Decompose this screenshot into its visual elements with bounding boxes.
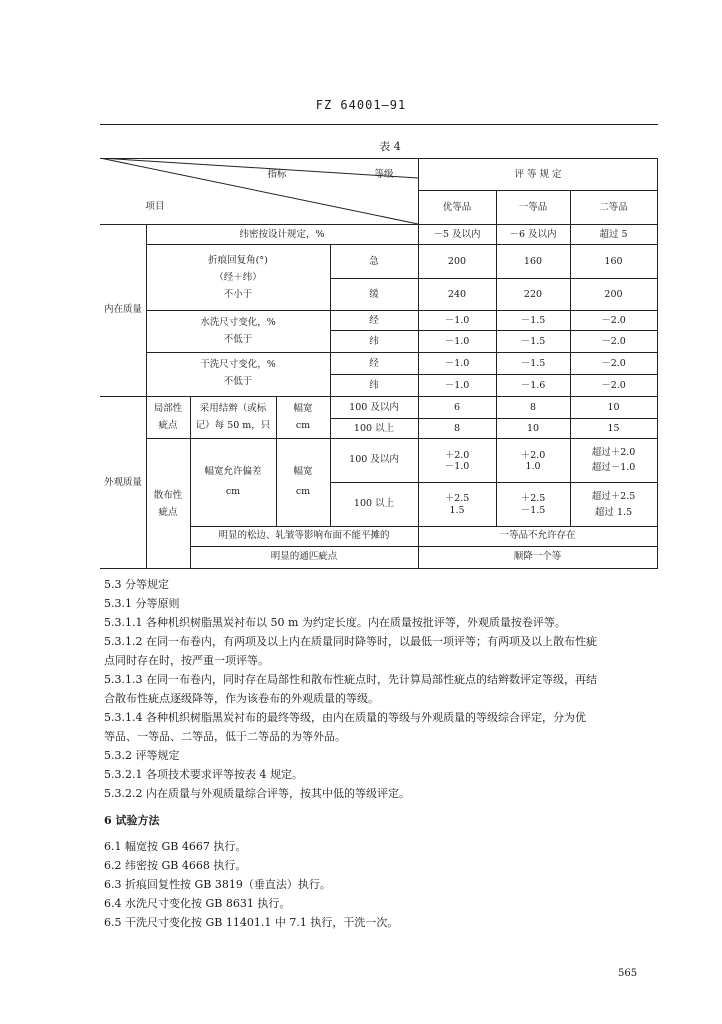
clause-5-3-1-3-line2: 合散布性疵点逐级降等，作为该卷布的外观质量的等级。 (104, 692, 379, 705)
weft-first: －6 及以内 (509, 229, 557, 240)
wash-weft-second: －2.0 (601, 336, 626, 347)
crease-fast-first: 160 (523, 256, 543, 267)
wash-weft-top: －1.0 (444, 336, 470, 347)
table-line (418, 190, 658, 191)
table-line (100, 396, 658, 397)
scatter-row1-second-a: 超过＋2.0 (591, 447, 636, 458)
table-line (330, 330, 658, 331)
scatter-defect-label-2: 疵点 (158, 507, 178, 518)
clause-6-2: 6.2 纬密按 GB 4668 执行。 (104, 859, 247, 872)
clause-6-4: 6.4 水洗尺寸变化按 GB 8631 执行。 (104, 897, 291, 910)
group-inner-quality: 内在质量 (103, 304, 142, 315)
note-loose-edge-label: 明显的松边、轧皱等影响布面不能平摊的 (218, 530, 390, 541)
header-zhibiao: 指标 (267, 169, 287, 180)
scatter-method-1: 幅宽允许偏差 (204, 466, 262, 477)
table-line (146, 310, 658, 311)
scatter-row1-top-b: －1.0 (444, 461, 470, 472)
section-5-3-2: 5.3.2 评等规定 (104, 749, 180, 762)
table-line (190, 526, 658, 527)
header-rule: 评 等 规 定 (514, 169, 562, 180)
scatter-width-2: cm (295, 486, 311, 497)
table-line (330, 374, 658, 375)
crease-label-2: （经＋纬） (214, 272, 262, 283)
table-line (146, 352, 658, 353)
local-row2-second: 15 (607, 423, 620, 434)
clause-6-3: 6.3 折痕回复性按 GB 3819（垂直法）执行。 (104, 878, 331, 891)
crease-slow-top: 240 (447, 289, 467, 300)
table-line (330, 418, 658, 419)
scatter-width-1: 幅宽 (293, 466, 313, 477)
local-row1-first: 8 (529, 402, 537, 413)
scatter-row2-second-b: 超过 1.5 (594, 507, 633, 518)
local-method-1: 采用结辫（或标 (199, 403, 267, 414)
scatter-row2-top-a: ＋2.5 (444, 493, 470, 504)
local-defect-label-2: 疵点 (158, 420, 178, 431)
crease-label-3: 不小于 (223, 289, 253, 300)
wash-grade-weft: 纬 (369, 336, 379, 347)
scatter-method-2: cm (225, 486, 241, 497)
document-code: FZ 64001—91 (315, 98, 407, 112)
table-line (100, 224, 658, 225)
note-loose-edge-value: 一等品不允许存在 (499, 530, 576, 541)
clause-5-3-1-2-line1: 5.3.1.2 在同一布卷内，有两项及以上内在质量同时降等时，以最低一项评等；有两项及以上散布性疵 (104, 635, 597, 648)
dry-weft-top: －1.0 (444, 380, 470, 391)
header-grade-first: 一等品 (518, 202, 548, 213)
clause-5-3-1-4-line2: 等品、一等品、二等品，低于二等品的为等外品。 (104, 730, 346, 743)
dry-weft-first: －1.6 (520, 380, 546, 391)
wash-warp-first: －1.5 (520, 315, 546, 326)
dry-label-2: 不低于 (223, 376, 253, 387)
wash-warp-second: －2.0 (601, 315, 626, 326)
table-line (146, 438, 658, 439)
clause-6-1: 6.1 幅宽按 GB 4667 执行。 (104, 840, 247, 853)
header-rule (100, 124, 658, 125)
local-defect-label-1: 局部性 (153, 403, 183, 414)
local-row1-width: 100 及以内 (349, 402, 399, 413)
dry-weft-second: －2.0 (601, 380, 626, 391)
group-outer-quality: 外观质量 (103, 477, 142, 488)
clause-5-3-1-4-line1: 5.3.1.4 各种机织树脂黑炭衬布的最终等级，由内在质量的等级与外观质量的等级综合评定，分为优 (104, 711, 586, 724)
local-row1-second: 10 (607, 402, 620, 413)
wash-label-2: 不低于 (223, 334, 253, 345)
crease-grade-fast: 急 (369, 256, 379, 267)
dry-label-1: 干洗尺寸变化，% (200, 359, 276, 370)
weft-label: 纬密按设计规定，% (239, 229, 325, 240)
clause-6-5: 6.5 干洗尺寸变化按 GB 11401.1 中 7.1 执行，干洗一次。 (104, 916, 399, 929)
local-row2-width: 100 以上 (353, 423, 395, 434)
table-line (100, 568, 658, 569)
dry-warp-second: －2.0 (601, 358, 626, 369)
crease-fast-second: 160 (604, 256, 623, 267)
weft-top: －5 及以内 (433, 229, 481, 240)
wash-grade-warp: 经 (369, 315, 379, 326)
note-through-defect-label: 明显的通匹疵点 (270, 551, 338, 562)
dry-grade-weft: 纬 (369, 380, 379, 391)
scatter-row1-width: 100 及以内 (349, 454, 399, 465)
weft-second: 超过 5 (599, 229, 628, 240)
scatter-row1-first-a: ＋2.0 (520, 450, 546, 461)
scatter-row2-second-a: 超过＋2.5 (591, 491, 636, 502)
dry-warp-first: －1.5 (520, 358, 546, 369)
scatter-row2-width: 100 以上 (353, 498, 395, 509)
local-row2-top: 8 (453, 423, 461, 434)
scatter-row1-top-a: ＋2.0 (444, 450, 470, 461)
crease-slow-first: 220 (523, 289, 543, 300)
scatter-row1-first-b: 1.0 (525, 461, 541, 472)
clause-5-3-1-2-line2: 点同时存在时，按严重一项评等。 (104, 654, 269, 667)
note-through-defect-value: 顺降一个等 (513, 551, 562, 562)
header-grade-second: 二等品 (599, 202, 628, 213)
local-width-1: 幅宽 (293, 403, 313, 414)
clause-5-3-2-1: 5.3.2.1 各项技术要求评等按表 4 规定。 (104, 768, 303, 781)
section-6-heading: 6 试验方法 (104, 814, 160, 827)
scatter-row2-top-b: 1.5 (449, 505, 465, 516)
table-caption: 表 4 (379, 140, 401, 153)
local-row2-first: 10 (526, 423, 540, 434)
scatter-defect-label-1: 散布性 (153, 490, 183, 501)
wash-weft-first: －1.5 (520, 336, 546, 347)
header-dengji: 等级 (374, 169, 394, 180)
dry-warp-top: －1.0 (444, 358, 470, 369)
section-5-3-1: 5.3.1 分等原则 (104, 597, 180, 610)
header-item: 项目 (145, 201, 165, 212)
table-line (657, 158, 658, 568)
section-5-3: 5.3 分等规定 (104, 578, 169, 591)
clause-5-3-1-3-line1: 5.3.1.3 在同一布卷内，同时存在局部性和散布性疵点时，先计算局部性疵点的结辫数评定等级，再结 (104, 673, 597, 686)
local-method-2: 记）每 50 m，只 (195, 420, 271, 431)
wash-label-1: 水洗尺寸变化，% (200, 317, 276, 328)
scatter-row1-second-b: 超过－1.0 (591, 462, 636, 473)
crease-fast-top: 200 (447, 256, 467, 267)
table-line (190, 546, 658, 547)
clause-5-3-1-1: 5.3.1.1 各种机织树脂黑炭衬布以 50 m 为约定长度。内在质量按批评等，外观质量按卷评等。 (104, 616, 566, 629)
header-grade-top: 优等品 (442, 202, 472, 213)
local-row1-top: 6 (453, 402, 461, 413)
local-width-2: cm (295, 420, 311, 431)
dry-grade-warp: 经 (369, 358, 379, 369)
scatter-row2-first-b: －1.5 (520, 505, 546, 516)
table-line (146, 244, 658, 245)
crease-slow-second: 200 (604, 289, 623, 300)
page-number: 565 (618, 968, 638, 979)
table-line (330, 482, 658, 483)
table-line (330, 278, 658, 279)
crease-label-1: 折痕回复角(°) (208, 255, 268, 266)
clause-5-3-2-2: 5.3.2.2 内在质量与外观质量综合评等，按其中低的等级评定。 (104, 787, 410, 800)
wash-warp-top: －1.0 (444, 315, 470, 326)
scatter-row2-first-a: ＋2.5 (520, 493, 546, 504)
crease-grade-slow: 缓 (369, 289, 379, 300)
